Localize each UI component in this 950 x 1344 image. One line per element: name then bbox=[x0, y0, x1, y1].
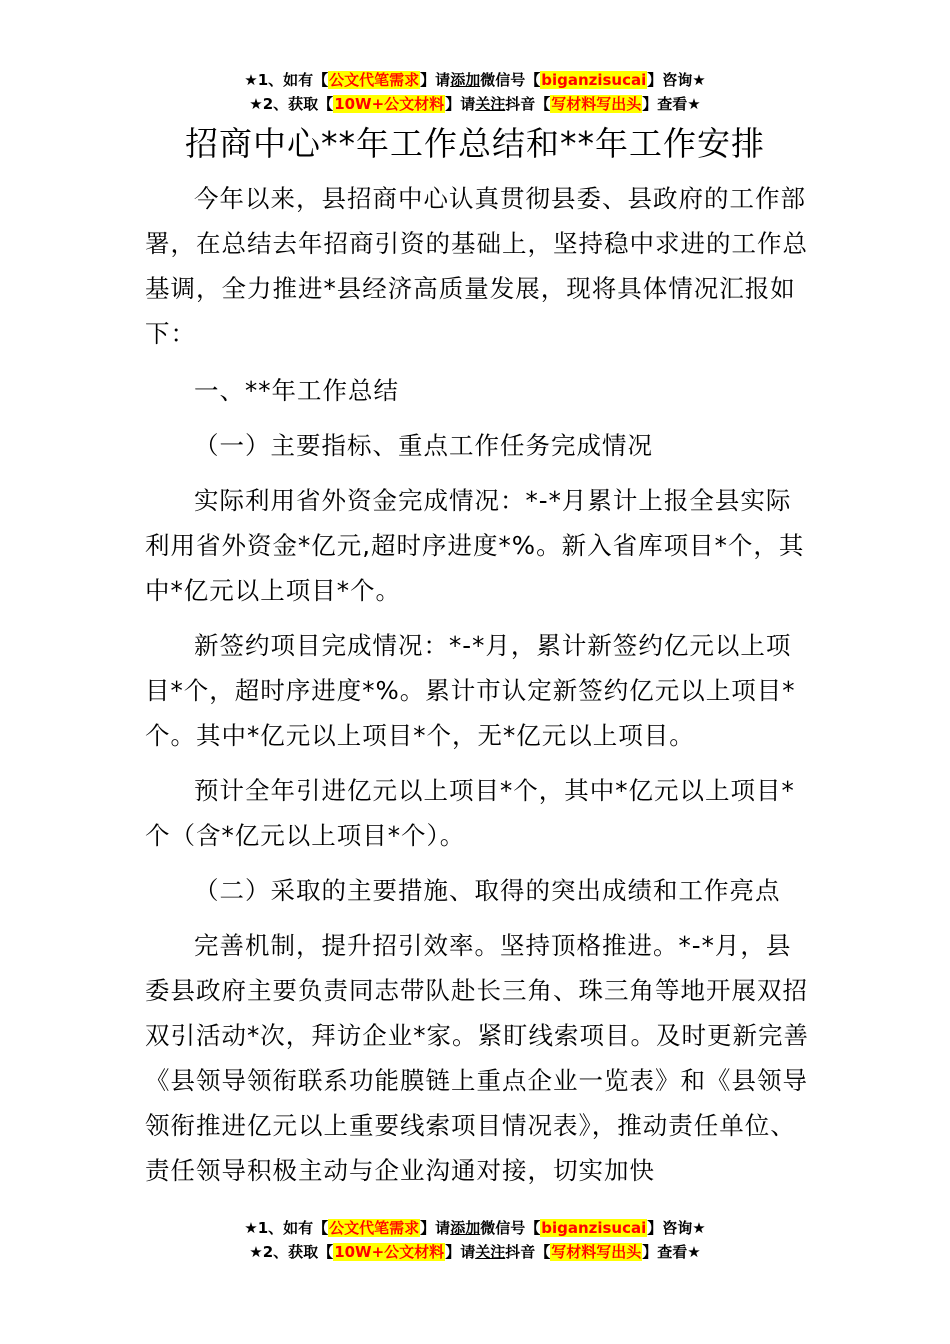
promo-text: 】请 bbox=[420, 71, 451, 89]
promo-underline: 关注 bbox=[475, 95, 506, 113]
promo-text: ★2、获取【 bbox=[249, 95, 334, 113]
promo-text: 微信号【 bbox=[480, 71, 541, 89]
subsection-heading: （一）主要指标、重点工作任务完成情况 bbox=[194, 431, 653, 460]
promo-highlight: 公文代笔需求 bbox=[329, 71, 420, 89]
intro-paragraph: 今年以来，县招商中心认真贯彻县委、县政府的工作部署，在总结去年招商引资的基础上，坚持稳中求进的工作总基调，全力推进*县经济高质量发展，现将具体情况汇报如下： bbox=[145, 184, 808, 348]
promo-line-1 bbox=[0, 1216, 950, 1240]
promo-text: 】查看★ bbox=[642, 1243, 701, 1261]
promo-highlight: biganzisucai bbox=[541, 71, 647, 89]
promo-line-2 bbox=[0, 1240, 950, 1264]
promo-text: 】请 bbox=[420, 1219, 451, 1237]
promo-highlight: 10W+公文材料 bbox=[334, 95, 445, 113]
promo-text: ★1、如有【 bbox=[244, 71, 329, 89]
promo-highlight: biganzisucai bbox=[541, 1219, 647, 1237]
promo-text: 】请 bbox=[445, 95, 476, 113]
promo-line-1 bbox=[0, 68, 950, 92]
promo-banner-bottom bbox=[0, 1216, 950, 1264]
promo-text: 】咨询★ bbox=[647, 1219, 706, 1237]
subsection-heading: （二）采取的主要措施、取得的突出成绩和工作亮点 bbox=[194, 876, 781, 905]
section-heading: 一、**年工作总结 bbox=[194, 376, 399, 405]
body-paragraph: 新签约项目完成情况：*-*月，累计新签约亿元以上项目*个，超时序进度*%。累计市认定新签约亿元以上项目*个。其中*亿元以上项目*个，无*亿元以上项目。 bbox=[145, 631, 796, 750]
promo-line-2 bbox=[0, 92, 950, 116]
promo-banner-top bbox=[0, 68, 950, 116]
body-paragraph: 完善机制，提升招引效率。坚持顶格推进。*-*月，县委县政府主要负责同志带队赴长三角、珠三角等地开展双招双引活动*次，拜访企业*家。紧盯线索项目。及时更新完善《县领导领衔联系功能膜链上重点企业一览表》和《县领导领衔推进亿元以上重要线索项目情况表》，推动责任单位、责任领导积极主动与企业沟通对接，切实加快 bbox=[145, 931, 809, 1185]
promo-text: 抖音【 bbox=[505, 95, 551, 113]
promo-underline: 添加 bbox=[450, 1219, 481, 1237]
promo-text: 抖音【 bbox=[505, 1243, 551, 1261]
promo-text: ★2、获取【 bbox=[249, 1243, 334, 1261]
body-paragraph: 实际利用省外资金完成情况：*-*月累计上报全县实际利用省外资金*亿元,超时序进度*%。新入省库项目*个，其中*亿元以上项目*个。 bbox=[145, 486, 805, 605]
promo-highlight: 写材料写出头 bbox=[551, 95, 642, 113]
promo-text: 微信号【 bbox=[480, 1219, 541, 1237]
promo-highlight: 公文代笔需求 bbox=[329, 1219, 420, 1237]
promo-text: 】请 bbox=[445, 1243, 476, 1261]
document-title: 招商中心**年工作总结和**年工作安排 bbox=[185, 124, 765, 163]
promo-text: 】咨询★ bbox=[647, 71, 706, 89]
promo-highlight: 写材料写出头 bbox=[551, 1243, 642, 1261]
promo-text: ★1、如有【 bbox=[244, 1219, 329, 1237]
body-paragraph: 预计全年引进亿元以上项目*个，其中*亿元以上项目*个（含*亿元以上项目*个）。 bbox=[145, 776, 795, 850]
promo-underline: 添加 bbox=[450, 71, 481, 89]
promo-text: 】查看★ bbox=[642, 95, 701, 113]
promo-underline: 关注 bbox=[475, 1243, 506, 1261]
document-body bbox=[145, 176, 810, 1193]
promo-highlight: 10W+公文材料 bbox=[334, 1243, 445, 1261]
